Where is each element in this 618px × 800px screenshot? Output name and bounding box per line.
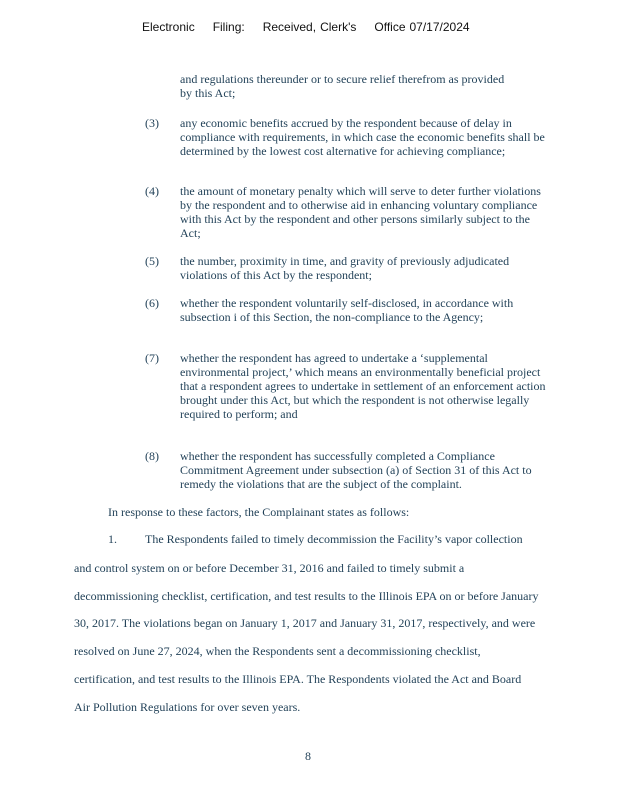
paragraph-first-line: The Respondents failed to timely decommission the Facility’s vapor collection bbox=[145, 532, 523, 546]
item-number: (7) bbox=[145, 351, 159, 365]
item-number: (6) bbox=[145, 296, 159, 310]
paragraph-number: 1. bbox=[108, 532, 117, 546]
item-number: (8) bbox=[145, 449, 159, 463]
paragraph-line: 30, 2017. The violations began on January 1, 2017 and January 31, 2017, respectively, and were bbox=[74, 616, 536, 630]
paragraph-line: resolved on June 27, 2024, when the Respondents sent a decommissioning checklist, bbox=[74, 644, 481, 658]
header-date: 07/17/2024 bbox=[409, 20, 470, 34]
continued-item-text: and regulations thereunder or to secure relief therefrom as provided by this Act; bbox=[180, 72, 505, 100]
item-text: the amount of monetary penalty which will serve to deter further violations by the respondent and to otherwise aid in enhancing voluntary compliance with this Act by the respondent and other persons similarly subject to the Act; bbox=[180, 184, 541, 240]
item-number: (3) bbox=[145, 116, 159, 130]
page-number: 8 bbox=[305, 749, 311, 763]
header-electronic: Electronic bbox=[142, 20, 195, 34]
paragraph-line: decommissioning checklist, certification, and test results to the Illinois EPA on or before January bbox=[74, 589, 539, 603]
header-office: Office bbox=[374, 20, 406, 34]
response-intro: In response to these factors, the Complainant states as follows: bbox=[108, 505, 410, 519]
item-text: whether the respondent has successfully completed a Compliance Commitment Agreement under subsection (a) of Section 31 of this Act to remedy the violations that are the subject of the complaint. bbox=[180, 449, 532, 491]
paragraph-line: and control system on or before December 31, 2016 and failed to timely submit a bbox=[74, 561, 465, 575]
item-text: whether the respondent voluntarily self-disclosed, in accordance with subsection i of this Section, the non-compliance to the Agency; bbox=[180, 296, 514, 324]
item-text: the number, proximity in time, and gravity of previously adjudicated violations of this Act by the respondent; bbox=[180, 254, 510, 282]
item-number: (5) bbox=[145, 254, 159, 268]
item-number: (4) bbox=[145, 184, 159, 198]
header-clerks: Clerk's bbox=[320, 20, 357, 34]
paragraph-line: Air Pollution Regulations for over seven years. bbox=[74, 700, 301, 714]
item-text: whether the respondent has agreed to undertake a ‘supplemental environmental project,’ which means an environmentally beneficial project that a respondent agrees to undertake in settlement of an enforcement action brought under this Act, but which the respondent is not otherwise legally required to perform; and bbox=[180, 351, 546, 421]
header-filing: Filing: bbox=[212, 20, 245, 34]
paragraph-line: certification, and test results to the Illinois EPA. The Respondents violated the Act and Board bbox=[74, 672, 522, 686]
filing-header bbox=[142, 20, 488, 34]
item-text: any economic benefits accrued by the respondent because of delay in compliance with requirements, in which case the economic benefits shall be determined by the lowest cost alternative for achieving compliance; bbox=[180, 116, 545, 158]
header-received: Received, bbox=[262, 20, 317, 34]
